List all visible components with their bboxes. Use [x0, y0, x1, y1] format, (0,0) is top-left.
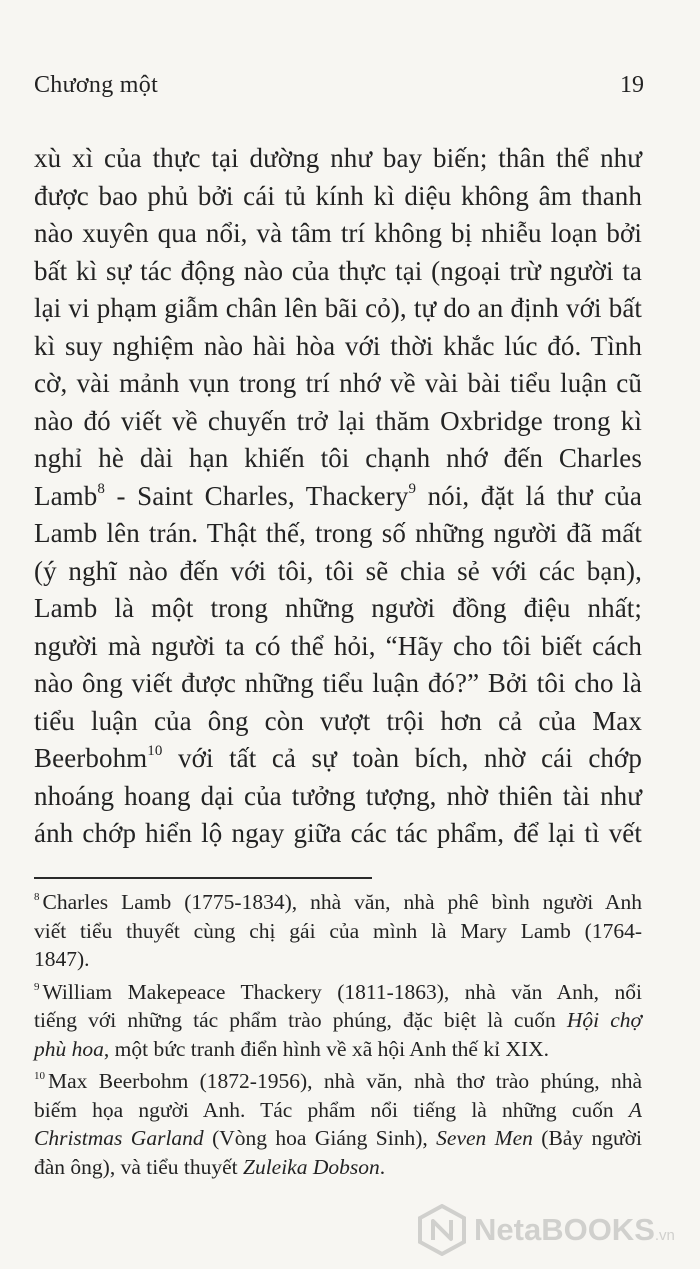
chapter-title: Chương một: [34, 72, 159, 98]
body-line: kì suy nghiệm nào hài hòa với thời khắc lúc đó. Tình: [34, 330, 642, 361]
footnote-line: [34, 1124, 642, 1153]
body-line: [34, 478, 642, 516]
footnote-10: [34, 1067, 642, 1181]
body-text: [34, 140, 642, 853]
footnote-ref-9[interactable]: 9: [408, 480, 417, 497]
footnote-8: [34, 888, 642, 974]
footnote-marker: 9: [34, 980, 40, 993]
footnote-line: 1847).: [34, 947, 90, 971]
body-line: nào đó viết về chuyến trở lại thăm Oxbridge trong kì: [34, 405, 642, 436]
body-line: tiểu luận của ông còn vượt trội hơn cả của Max: [34, 705, 642, 736]
body-line: người mà người ta có thể hỏi, “Hãy cho tôi biết cách: [34, 630, 642, 661]
body-line: bất kì sự tác động nào của thực tại (ngoại trừ người ta: [34, 255, 642, 286]
netabooks-logo-icon: [416, 1204, 468, 1256]
book-title: Seven Men: [436, 1126, 533, 1150]
footnote-text: tiếng với những tác phẩm trào phúng, đặc biệt là cuốn: [34, 1008, 567, 1032]
footnote-text: , một bức tranh điển hình về xã hội Anh thế kỉ XIX.: [103, 1036, 550, 1061]
body-line: được bao phủ bởi cái tủ kính kì diệu không âm thanh: [34, 180, 642, 211]
footnote-line: [34, 1067, 642, 1096]
body-line: cờ, vài mảnh vụn trong trí nhớ về vài bài tiểu luận cũ: [34, 368, 642, 398]
book-title: Hội chợ: [566, 1008, 642, 1032]
book-title: phù hoa: [34, 1036, 104, 1061]
footnote-text: đàn ông), và tiểu thuyết: [34, 1154, 243, 1179]
body-text-run: với tất cả sự toàn bích, nhờ cái chớp: [162, 743, 642, 773]
watermark-name: NetaBOOKS: [474, 1212, 655, 1247]
footnote-text: Charles Lamb (1775-1834), nhà văn, nhà phê bình người Anh: [42, 890, 642, 914]
page-number: 19: [620, 72, 644, 98]
footnote-divider: [34, 877, 372, 879]
body-line: nào xuyên qua nổi, và tâm trí không bị nhiễu loạn bởi: [34, 218, 642, 248]
footnote-text: William Makepeace Thackery (1811-1863), nhà văn Anh, nổi: [42, 979, 642, 1004]
body-line: Lamb lên trán. Thật thế, trong số những người đã mất: [34, 518, 642, 548]
body-text-run: nói, đặt lá thư của: [416, 480, 642, 511]
book-title: A: [628, 1097, 642, 1122]
body-line: [34, 740, 642, 778]
body-line: nào ông viết được những tiểu luận đó?” Bởi tôi cho là: [34, 668, 642, 698]
body-line: nhoáng hoang dại của tưởng tượng, nhờ thiên tài như: [34, 780, 642, 811]
footnotes: [34, 888, 642, 1185]
body-line: nghỉ hè dài hạn khiến tôi chạnh nhớ đến Charles: [34, 443, 642, 473]
body-line: lại vi phạm giẫm chân lên bãi cỏ), tự do an định với bất: [34, 293, 642, 323]
footnote-text: biếm họa người Anh. Tác phẩm nổi tiếng là những cuốn: [34, 1097, 629, 1122]
watermark-brand: [474, 1212, 675, 1248]
footnote-line: [34, 1096, 642, 1125]
footnote-9: [34, 978, 642, 1064]
footnote-ref-8[interactable]: 8: [97, 480, 105, 497]
footnote-text: (Bảy người: [532, 1126, 642, 1150]
watermark: [416, 1200, 696, 1260]
footnote-text: Max Beerbohm (1872-1956), nhà văn, nhà thơ trào phúng, nhà: [48, 1069, 642, 1093]
body-line: ánh chớp hiển lộ ngay giữa các tác phẩm, để lại tì vết: [34, 818, 642, 848]
footnote-line: [34, 888, 642, 917]
footnote-line: [34, 1035, 642, 1064]
body-text-run: - Saint Charles, Thackery: [105, 480, 409, 511]
body-text-run: Lamb: [34, 480, 98, 511]
body-line: xù xì của thực tại dường như bay biến; thân thể như: [34, 143, 642, 173]
book-title: Zuleika Dobson: [242, 1154, 380, 1179]
footnote-ref-10[interactable]: 10: [147, 743, 163, 759]
footnote-marker: 8: [34, 891, 40, 903]
footnote-text: .: [379, 1154, 386, 1179]
watermark-suffix: .vn: [654, 1227, 675, 1244]
footnote-line: [34, 978, 642, 1007]
body-line: (ý nghĩ nào đến với tôi, tôi sẽ chia sẻ với các bạn),: [34, 555, 642, 586]
body-line: Lamb là một trong những người đồng điệu nhất;: [34, 593, 642, 623]
footnote-text: (Vòng hoa Giáng Sinh),: [203, 1126, 437, 1150]
footnote-line: viết tiểu thuyết cùng chị gái của mình là Mary Lamb (1764-: [34, 918, 642, 943]
footnote-marker: 10: [34, 1070, 45, 1082]
page-header: [34, 72, 644, 112]
footnote-line: [34, 1153, 642, 1182]
book-title: Christmas Garland: [34, 1126, 204, 1150]
body-text-run: Beerbohm: [34, 743, 148, 773]
footnote-line: [34, 1006, 642, 1035]
